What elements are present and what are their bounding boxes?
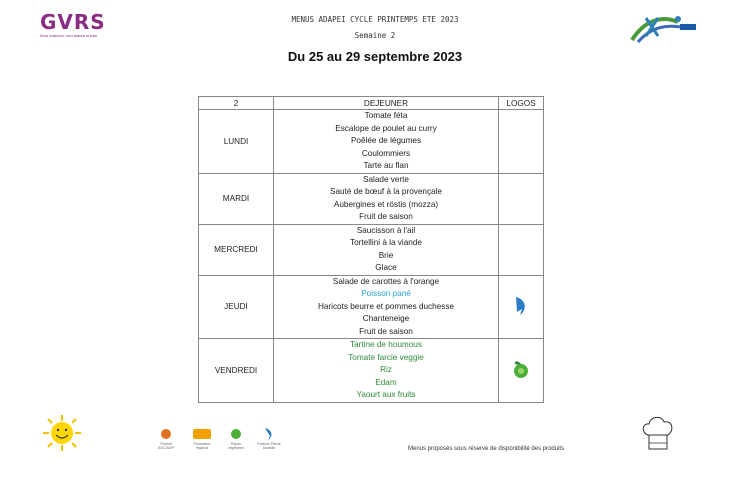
sun-icon (42, 414, 82, 452)
dish-item: Fruit de saison (359, 326, 413, 336)
dish-list (274, 275, 499, 339)
legend-vegetarian-label: Repas végétarien (227, 442, 245, 450)
legend-fish-label: Poisson Pêche Durable (257, 442, 281, 450)
day-name: MARDI (199, 173, 274, 224)
logo-cell (499, 224, 544, 275)
dish-list (274, 224, 499, 275)
dish-item: Tomate farcie veggie (348, 352, 424, 362)
legend-regional-label: Producteur régional (193, 442, 211, 450)
dish-item: Tomate féta (364, 111, 408, 120)
vegetarian-icon (230, 428, 242, 440)
dish-item: Tortellini à la viande (350, 238, 422, 247)
dish-item: Chanteneige (362, 314, 410, 323)
dish-item: Edam (375, 377, 397, 387)
dish-item: Poêlée de légumes (350, 136, 422, 145)
logo-cell (499, 339, 544, 403)
adapei-logo (628, 10, 698, 46)
dish-item: Coulommiers (361, 148, 411, 158)
chef-hat-icon (640, 413, 676, 453)
regional-icon (193, 429, 211, 439)
dish-item: Yaourt aux fruits (356, 390, 416, 399)
dish-item: Riz (380, 365, 392, 374)
dish-item: Tarte au flan (363, 161, 409, 170)
availability-note: Menus proposés sous réserve de disponibilité des produits (408, 446, 565, 452)
legend-aoc-label: Produit AOC/AOP (158, 442, 174, 450)
fish-icon (513, 296, 529, 316)
logo-cell (499, 110, 544, 174)
dish-list (274, 339, 499, 403)
dish-item: Brie (378, 250, 394, 260)
day-name: VENDREDI (199, 339, 274, 403)
day-name: JEUDI (199, 275, 274, 339)
dish-item: Haricots beurre et pommes duchesse (317, 301, 455, 311)
brand-name: GVRS (40, 10, 106, 34)
dish-item: Escalope de poulet au curry (335, 123, 437, 133)
brand-tagline: Nous cuisinons, vous faisons la suite (40, 34, 98, 38)
lunch-header: DEJEUNER (274, 97, 499, 110)
dish-item: Sauté de bœuf à la provençale (330, 187, 442, 196)
day-name: LUNDI (199, 110, 274, 174)
aoc-icon (160, 428, 172, 440)
date-range: Du 25 au 29 septembre 2023 (287, 49, 463, 64)
fish-icon (263, 427, 275, 441)
dish-item: Saucisson à l'ail (356, 225, 416, 235)
menu-cycle-title: MENUS ADAPEI CYCLE PRINTEMPS ETE 2023 (291, 15, 459, 24)
dish-item: Tartine de houmous (350, 340, 422, 349)
vegetarian-icon (512, 359, 530, 379)
logo-cell (499, 275, 544, 339)
dish-item: Poisson pané (361, 289, 411, 298)
dish-item: Glace (375, 263, 397, 272)
day-row-mercredi (199, 224, 544, 275)
dish-item: Salade de carottes à l'orange (332, 276, 440, 286)
week-label: Semaine 2 (354, 31, 396, 40)
dish-item: Fruit de saison (359, 212, 413, 221)
day-row-mardi (199, 173, 544, 224)
dish-list (274, 173, 499, 224)
day-row-lundi (199, 110, 544, 174)
week-number-header: 2 (199, 97, 274, 110)
menu-table (198, 96, 544, 403)
day-name: MERCREDI (199, 224, 274, 275)
day-row-vendredi (199, 339, 544, 403)
dish-list (274, 110, 499, 174)
logo-cell (499, 173, 544, 224)
logos-header: LOGOS (499, 97, 544, 110)
day-row-jeudi (199, 275, 544, 339)
table-header-row (199, 97, 544, 110)
dish-item: Aubergines et röstis (mozza) (333, 199, 439, 209)
dish-item: Salade verte (363, 174, 409, 184)
